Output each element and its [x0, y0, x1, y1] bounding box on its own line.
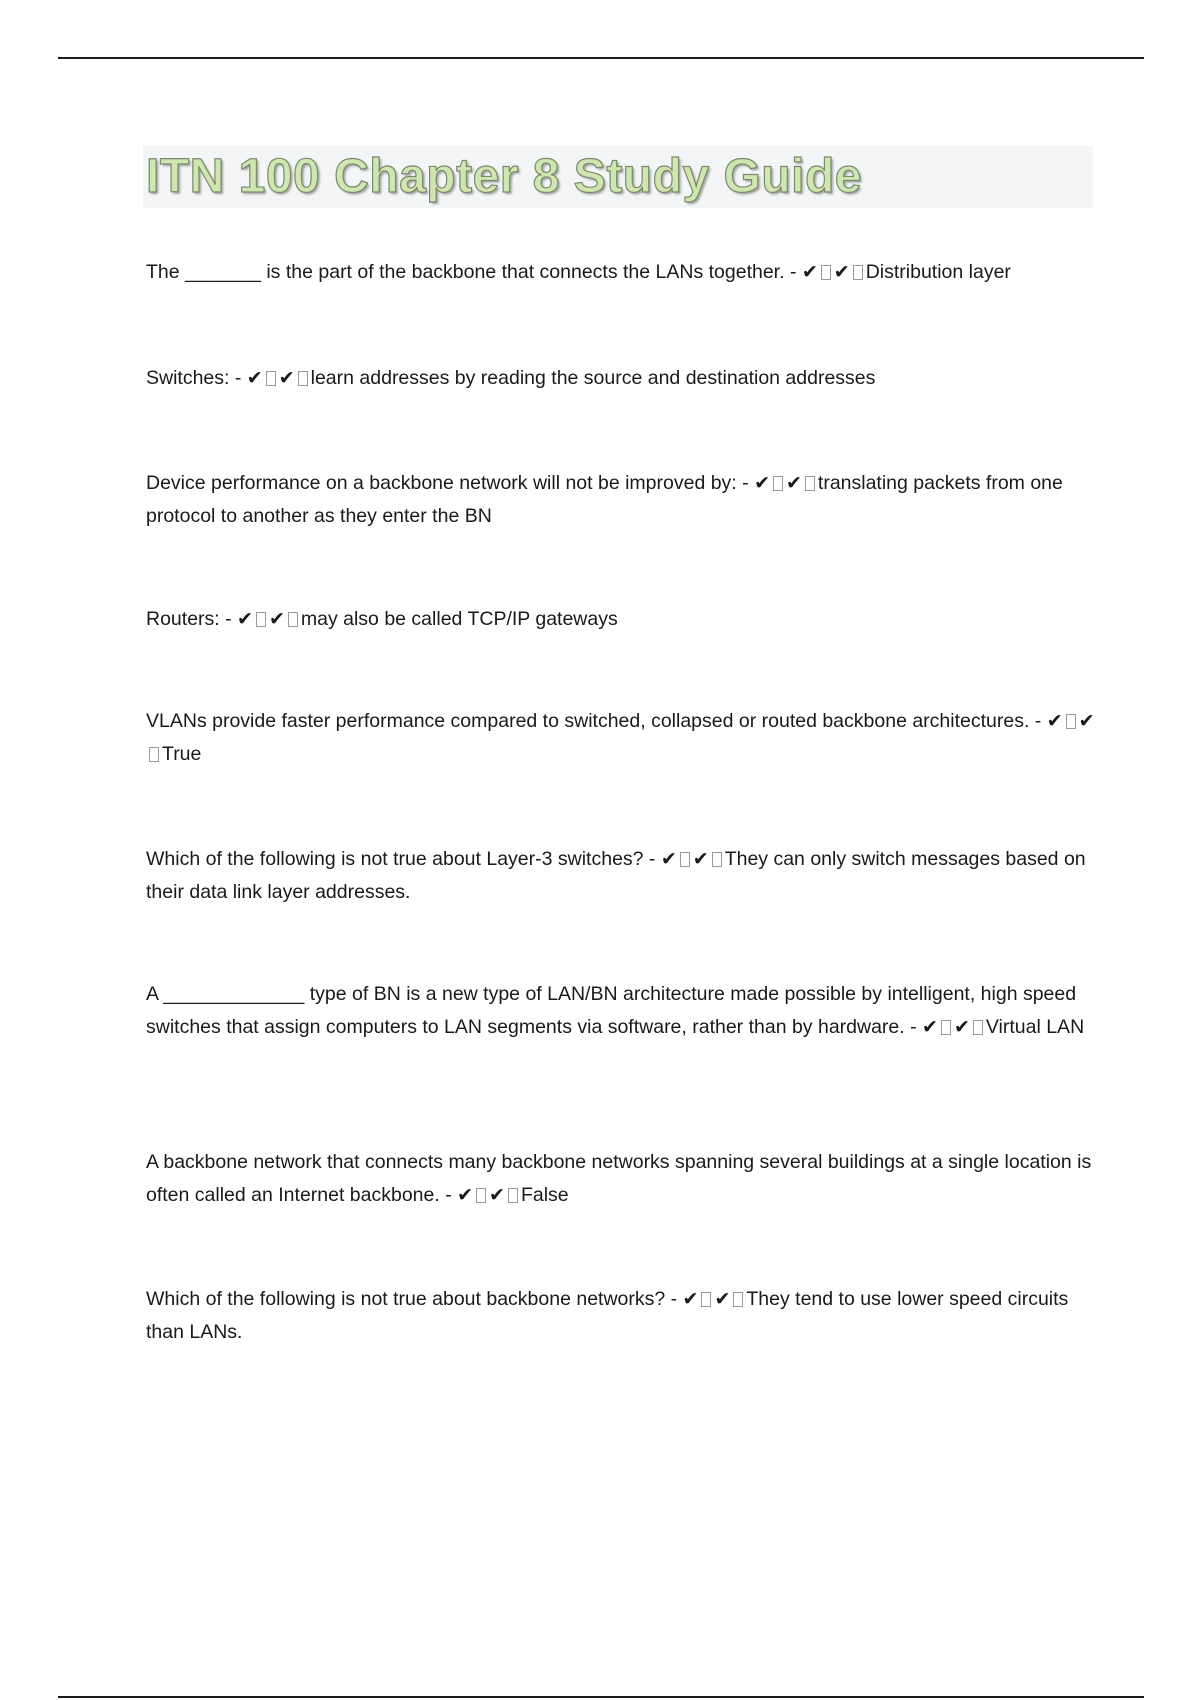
- checkbox-icon: [973, 1020, 983, 1035]
- check-mark-icon: ✔: [1078, 710, 1095, 732]
- answer-text: learn addresses by reading the source and destination addresses: [310, 367, 876, 389]
- check-mark-icon: ✔: [692, 848, 709, 870]
- qa-item-7: [146, 978, 1096, 1044]
- page-title: ITN 100 Chapter 8 Study Guide: [146, 150, 862, 203]
- question-text: Which of the following is not true about backbone networks? -: [146, 1288, 683, 1310]
- answer-text: They tend to use lower speed circuits than LANs.: [146, 1288, 1069, 1343]
- check-mark-icon: ✔: [246, 367, 263, 389]
- qa-item-6: [146, 843, 1096, 909]
- qa-item-9: [146, 1283, 1096, 1349]
- checkbox-icon: [701, 1292, 711, 1307]
- answer-text: They can only switch messages based on their data link layer addresses.: [146, 848, 1086, 903]
- qa-item-2: [146, 362, 1096, 395]
- qa-item-4: [146, 603, 1096, 636]
- question-text: A _____________ type of BN is a new type of LAN/BN architecture made possible by intelligent, high speed switches that assign computers to LAN segments via software, rather than by hardware. -: [146, 983, 1077, 1038]
- checkbox-icon: [298, 371, 308, 386]
- checkbox-icon: [288, 612, 298, 627]
- checkbox-icon: [508, 1188, 518, 1203]
- checkbox-icon: [712, 852, 722, 867]
- answer-text: may also be called TCP/IP gateways: [300, 608, 618, 630]
- check-mark-icon: ✔: [278, 367, 295, 389]
- checkbox-icon: [821, 265, 831, 280]
- check-mark-icon: ✔: [457, 1184, 474, 1206]
- header-rule: [58, 57, 1144, 59]
- check-mark-icon: ✔: [953, 1016, 970, 1038]
- check-mark-icon: ✔: [489, 1184, 505, 1206]
- checkbox-icon: [853, 265, 863, 280]
- answer-text: translating packets from one protocol to another as they enter the BN: [146, 472, 1063, 527]
- checkbox-icon: [773, 476, 783, 491]
- checkbox-icon: [733, 1292, 743, 1307]
- check-mark-icon: ✔: [801, 261, 818, 283]
- qa-item-5: [146, 705, 1096, 771]
- footer-rule: [58, 1696, 1144, 1698]
- checkbox-icon: [266, 371, 276, 386]
- question-text: VLANs provide faster performance compared to switched, collapsed or routed backbone architectures. -: [146, 710, 1047, 732]
- answer-text: True: [162, 743, 202, 765]
- check-mark-icon: ✔: [237, 608, 253, 630]
- check-mark-icon: ✔: [714, 1288, 731, 1310]
- answer-text: False: [520, 1184, 569, 1206]
- checkbox-icon: [256, 612, 266, 627]
- qa-item-3: [146, 467, 1096, 533]
- check-mark-icon: ✔: [922, 1016, 938, 1038]
- answer-text: Virtual LAN: [985, 1016, 1085, 1038]
- qa-item-8: [146, 1146, 1096, 1212]
- check-mark-icon: ✔: [754, 472, 770, 494]
- checkbox-icon: [476, 1188, 486, 1203]
- question-text: Device performance on a backbone network will not be improved by: -: [146, 472, 755, 494]
- checkbox-icon: [680, 852, 690, 867]
- check-mark-icon: ✔: [682, 1288, 699, 1310]
- check-mark-icon: ✔: [660, 848, 677, 870]
- qa-item-1: [146, 256, 1096, 289]
- question-text: A backbone network that connects many backbone networks spanning several buildings at a single location is often called an Internet backbone. -: [146, 1151, 1092, 1206]
- check-mark-icon: ✔: [268, 608, 285, 630]
- checkbox-icon: [149, 747, 159, 762]
- checkbox-icon: [805, 476, 815, 491]
- checkbox-icon: [1066, 714, 1076, 729]
- question-text: Switches: -: [146, 367, 247, 389]
- answer-text: Distribution layer: [865, 261, 1011, 283]
- checkbox-icon: [941, 1020, 951, 1035]
- question-text: Which of the following is not true about Layer-3 switches? -: [146, 848, 661, 870]
- check-mark-icon: ✔: [1046, 710, 1063, 732]
- question-text: Routers: -: [146, 608, 238, 630]
- question-text: The _______ is the part of the backbone that connects the LANs together. -: [146, 261, 802, 283]
- check-mark-icon: ✔: [785, 472, 802, 494]
- check-mark-icon: ✔: [833, 261, 850, 283]
